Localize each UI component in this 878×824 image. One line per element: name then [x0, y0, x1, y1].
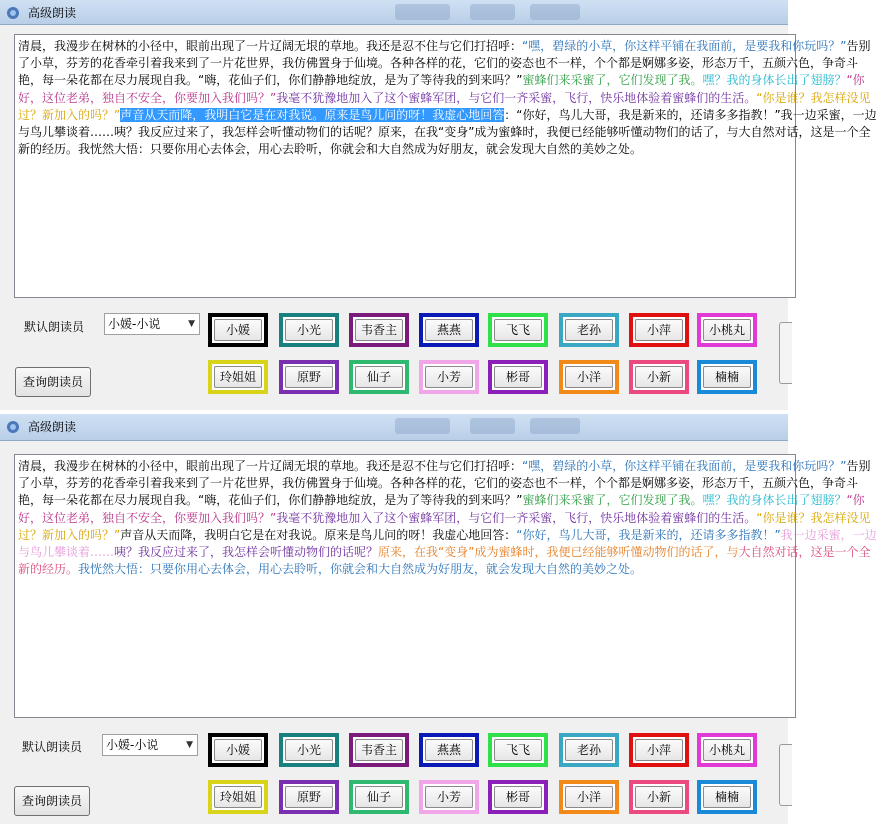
side-button[interactable]: [779, 322, 792, 384]
reader-button[interactable]: [488, 360, 548, 394]
reader-button-label: 小桃丸: [703, 739, 751, 761]
app-icon: [5, 418, 21, 434]
text-segment: ：“你好，鸟儿大哥，我是新来的，还请多多指教！”我一边采蜜，一边与鸟儿攀谈着……咦？我反应过来了，我怎样会听懂动物们的话呢？原来，在我“变身”成为蜜蜂时，我便已经能够听懂动物们的话了，与大自然对话，这是一个全新的经历。我恍然大悟：只要你用心去体会，用心去聆听，你就会和大自然成为好朋友，就会发现大自然的美妙之处。: [18, 107, 877, 157]
reader-button-label: 小媛: [214, 739, 262, 761]
reader-button[interactable]: [208, 733, 268, 767]
reader-button[interactable]: [208, 360, 268, 394]
text-segment: 嘿？我的身体长出了翅膀？: [702, 493, 847, 508]
editor-content[interactable]: [18, 38, 878, 158]
reader-button[interactable]: [697, 733, 757, 767]
text-segment: 原来，在我“变身”成为蜜蜂时，我便已经能够听懂动物们的话了，与: [378, 545, 739, 560]
text-segment: 嘿？我的身体长出了翅膀？: [702, 73, 847, 88]
text-segment: “你好，这位老弟，独自不安全，你要加入我们吗？”: [18, 493, 865, 525]
reader-button[interactable]: [697, 313, 757, 347]
reader-button-label: 小新: [635, 786, 683, 808]
reader-button-label: 燕燕: [425, 739, 473, 761]
background-tab: [470, 418, 515, 434]
reader-button[interactable]: [419, 313, 479, 347]
reader-button[interactable]: [559, 780, 619, 814]
text-segment: 清晨，我漫步在树林的小径中，眼前出现了一片辽阔无垠的草地。我还是忍不住与它们打招呼：: [18, 459, 523, 473]
reader-button-label: 小光: [285, 739, 333, 761]
default-reader-label: 默认朗读员: [24, 320, 85, 334]
reader-select[interactable]: [104, 313, 200, 335]
background-tab: [530, 4, 580, 20]
reader-button-label: 小洋: [565, 366, 613, 388]
text-segment: 我恍然大悟：只要你用心去体会，用心去聆听，你就会和大自然成为好朋友，就会发现大自然的美妙之处。: [78, 562, 643, 577]
text-segment: 蜜蜂们来采蜜了，它们发现了我。: [522, 73, 703, 88]
text-segment: 告别了小草，芬芳的花香牵引着我来到了一片花世界，我仿佛置身于仙境。各种各样的花，它们的姿态也不一样，个个都是婀娜多姿，形态万千，五颜六色，争奇斗艳，每一朵花都在尽力展现自我。“嗨，花仙子们，你们静静地绽放，是为了等待我的到来吗？”: [18, 39, 871, 88]
text-segment: “你好，这位老弟，独自不安全，你要加入我们吗？”: [18, 73, 865, 105]
reader-button-label: 玲姐姐: [214, 366, 262, 388]
text-segment: 蜜蜂们来采蜜了，它们发现了我。: [522, 493, 703, 508]
reader-button[interactable]: [349, 360, 409, 394]
title-bar: [0, 414, 788, 441]
reader-button-label: 燕燕: [425, 319, 473, 341]
reader-button-label: 小新: [635, 366, 683, 388]
default-reader-label: 默认朗读员: [22, 740, 83, 754]
reading-window-1: [0, 0, 877, 410]
reader-button[interactable]: [349, 780, 409, 814]
text-segment: “嘿，碧绿的小草，你这样平铺在我面前，是要我和你玩吗？”: [522, 39, 847, 53]
text-segment: “你是谁？我怎样没见过？新加入的吗？”: [18, 90, 871, 122]
text-segment: 我毫不犹豫地加入了这个蜜蜂军团，与它们一齐采蜜，飞行，快乐地体验着蜜蜂们的生活。: [276, 90, 757, 105]
query-reader-button[interactable]: 查询朗读员: [15, 367, 91, 397]
reader-button-label: 原野: [285, 366, 333, 388]
title-bar: [0, 0, 788, 25]
reader-button[interactable]: [629, 360, 689, 394]
selected-text-segment: 声音从天而降，我明白它是在对我说。原来是鸟儿问的呀！我虚心地回答: [120, 107, 505, 122]
reader-button[interactable]: [488, 733, 548, 767]
reader-button[interactable]: [488, 780, 548, 814]
background-tab: [470, 4, 515, 20]
window-title: 高级朗读: [28, 6, 77, 20]
reader-button-label: 老孙: [565, 319, 613, 341]
text-segment: 大自然对话，这是一个全新的经历。: [18, 545, 871, 577]
text-segment: “你好，鸟儿大哥，我是新来的，还请多多指教！”: [516, 527, 781, 542]
reader-button-label: 小桃丸: [703, 319, 751, 341]
reader-button[interactable]: [559, 313, 619, 347]
text-segment: “你是谁？我怎样没见过？新加入的吗？”: [18, 510, 871, 542]
reader-button-label: 仙子: [355, 366, 403, 388]
reading-window-2: [0, 414, 877, 824]
text-segment: 我一边采蜜，一边与鸟儿攀谈着……: [18, 527, 877, 560]
editor-content[interactable]: [18, 458, 878, 578]
reader-button[interactable]: [279, 360, 339, 394]
text-segment: 声音从天而降，我明白它是在对我说。原来是鸟儿问的呀！我虚心地回答：: [120, 527, 517, 542]
app-icon: [5, 4, 21, 20]
reader-button-label: 韦香主: [355, 739, 403, 761]
reader-button-label: 小萍: [635, 739, 683, 761]
reader-button-label: 飞飞: [494, 739, 542, 761]
reader-button[interactable]: [208, 313, 268, 347]
reader-button[interactable]: [697, 360, 757, 394]
reader-button[interactable]: [349, 733, 409, 767]
chevron-down-icon[interactable]: ▼: [186, 740, 193, 750]
reader-button-label: 小芳: [425, 786, 473, 808]
reader-button[interactable]: [279, 313, 339, 347]
reader-button-label: 原野: [285, 786, 333, 808]
reader-button[interactable]: [559, 360, 619, 394]
reader-button-label: 飞飞: [494, 319, 542, 341]
reader-select[interactable]: [102, 734, 198, 756]
reader-button-label: 楠楠: [703, 786, 751, 808]
text-segment: “嘿，碧绿的小草，你这样平铺在我面前，是要我和你玩吗？”: [522, 459, 847, 473]
background-tab: [395, 418, 450, 434]
reader-button-label: 玲姐姐: [214, 786, 262, 808]
window-title: 高级朗读: [28, 420, 77, 434]
reader-button[interactable]: [419, 733, 479, 767]
reader-select-value: 小媛-小说: [108, 317, 161, 331]
reader-button-label: 彬哥: [494, 786, 542, 808]
reader-button-label: 楠楠: [703, 366, 751, 388]
reader-button-label: 小萍: [635, 319, 683, 341]
reader-button-label: 小媛: [214, 319, 262, 341]
text-segment: 告别了小草，芬芳的花香牵引着我来到了一片花世界，我仿佛置身于仙境。各种各样的花，它们的姿态也不一样，个个都是婀娜多姿，形态万千，五颜六色，争奇斗艳，每一朵花都在尽力展现自我。“嗨，花仙子们，你们静静地绽放，是为了等待我的到来吗？”: [18, 459, 871, 508]
text-segment: 清晨，我漫步在树林的小径中，眼前出现了一片辽阔无垠的草地。我还是忍不住与它们打招呼：: [18, 39, 523, 53]
reader-button[interactable]: [629, 733, 689, 767]
reader-button[interactable]: [559, 733, 619, 767]
reader-button-label: 仙子: [355, 786, 403, 808]
text-segment: 我毫不犹豫地加入了这个蜜蜂军团，与它们一齐采蜜，飞行，快乐地体验着蜜蜂们的生活。: [276, 510, 757, 525]
text-editor[interactable]: [14, 454, 877, 718]
reader-button[interactable]: [488, 313, 548, 347]
reader-button[interactable]: [349, 313, 409, 347]
reader-button[interactable]: [208, 780, 268, 814]
side-button[interactable]: [779, 744, 792, 806]
reader-button-label: 彬哥: [494, 366, 542, 388]
reader-button[interactable]: [629, 780, 689, 814]
background-tab: [530, 418, 580, 434]
query-reader-button[interactable]: 查询朗读员: [14, 786, 90, 816]
reader-button-label: 老孙: [565, 739, 613, 761]
reader-button-label: 小芳: [425, 366, 473, 388]
text-segment: 咦？我反应过来了，我怎样会听懂动物们的话呢？: [114, 545, 379, 560]
reader-button[interactable]: [279, 733, 339, 767]
text-editor[interactable]: [14, 34, 877, 298]
reader-button[interactable]: [629, 313, 689, 347]
chevron-down-icon[interactable]: ▼: [188, 319, 195, 329]
reader-button-label: 韦香主: [355, 319, 403, 341]
reader-button[interactable]: [419, 360, 479, 394]
reader-button[interactable]: [279, 780, 339, 814]
reader-button-label: 小洋: [565, 786, 613, 808]
reader-button-label: 小光: [285, 319, 333, 341]
reader-select-value: 小媛-小说: [106, 738, 159, 752]
reader-button[interactable]: [419, 780, 479, 814]
reader-button[interactable]: [697, 780, 757, 814]
background-tab: [395, 4, 450, 20]
